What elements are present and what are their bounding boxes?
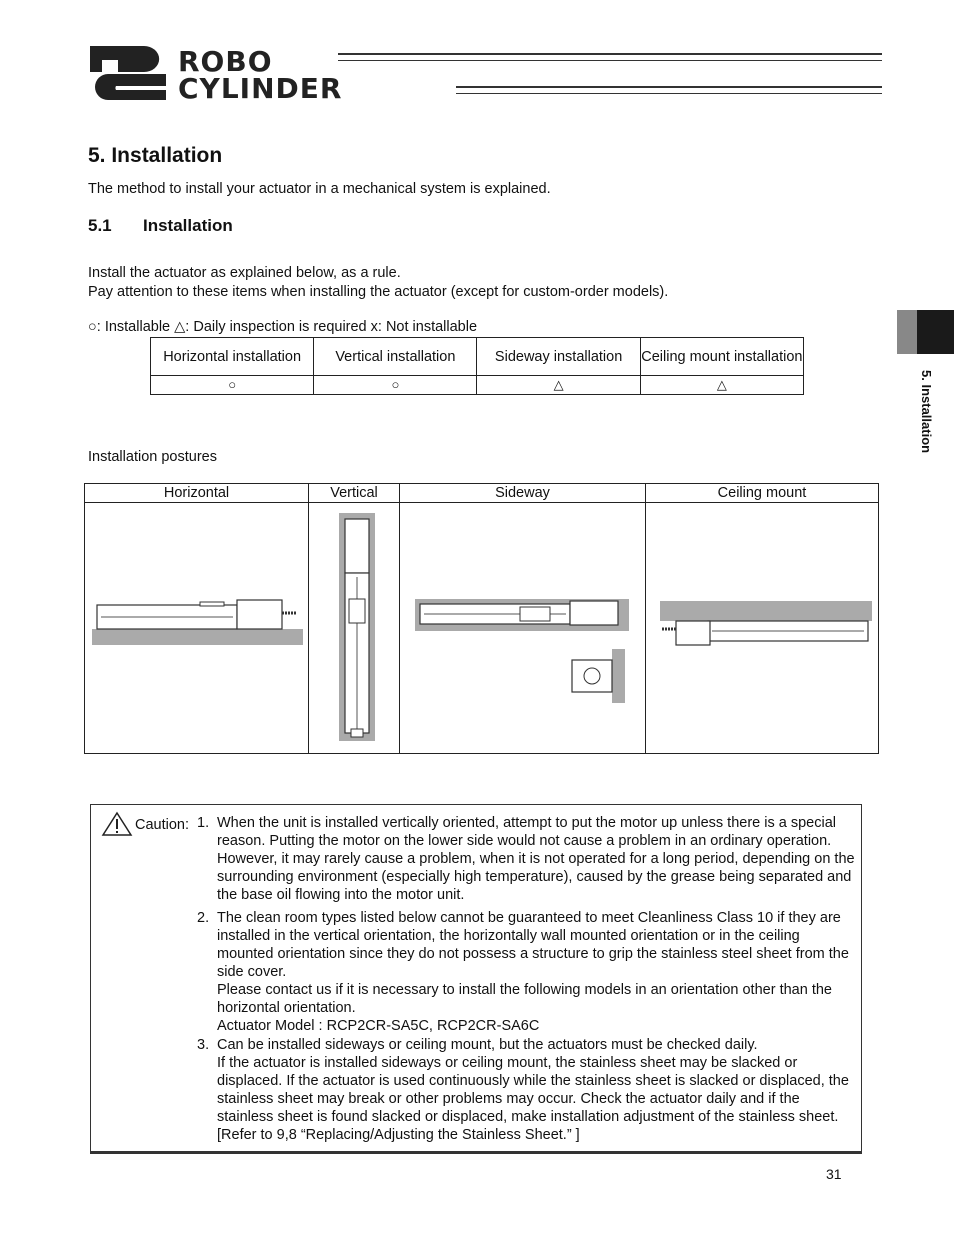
symbol-horizontal: ○ <box>151 376 314 395</box>
rc-logo-mark <box>88 44 168 102</box>
side-tab-accent <box>897 310 917 354</box>
caution-item-2: 2. The clean room types listed below cannot be guaranteed to meet Cleanliness Class 10 if they are installed in the vertical orientation, the horizontally wall mounted orientation or in the ceiling mounted orientation since they do not possess a structure to grip the stainless steel sheet from the side cover. Please contact us if it is necessary to install the following models in an orientation other than the horizontal orientation. Actuator Model : RCP2CR-SA5C, RCP2CR-SA6C <box>197 910 849 1034</box>
caution-label: Caution: <box>135 817 190 833</box>
side-tab-label: 5. Installation <box>919 370 934 454</box>
posture-vertical-image <box>309 503 400 754</box>
caution-item-1: 1. When the unit is installed vertically oriented, attempt to put the motor up unless there is a special reason. Putting the motor on the lower side would not cause a problem in an ordinary operation. However, it may rarely cause a problem, when it is not operated for a long period, depending on the surrounding environment (especially high temperature), caused by the grease being separated and the base oil flowing into the motor unit. <box>197 815 855 903</box>
posture-sideway-image <box>400 503 646 754</box>
col-vertical: Vertical installation <box>314 338 477 376</box>
legend-text: ○: Installable △: Daily inspection is required x: Not installable <box>88 319 478 335</box>
posture-horizontal-image <box>85 503 309 754</box>
body-line-1: Install the actuator as explained below, as a rule. <box>88 265 401 281</box>
symbol-vertical: ○ <box>314 376 477 395</box>
caution-item-3: 3. Can be installed sideways or ceiling mount, but the actuators must be checked daily. If the actuator is installed sideways or ceiling mount, the stainless sheet may be slacked or displaced. If the actuator is used continuously while the stainless sheet is slacked or displaced, the stainless sheet may break or other problems may occur. Check the actuator daily and if the stainless sheet is found slacked or displaced, make installation adjustment of the stainless sheet. [Refer to 9,8 “Replacing/Adjusting the Stainless Sheet.” ] <box>197 1037 849 1143</box>
posture-sideway-header: Sideway <box>400 484 646 503</box>
warning-icon <box>101 811 133 837</box>
col-horizontal: Horizontal installation <box>151 338 314 376</box>
posture-horizontal-header: Horizontal <box>85 484 309 503</box>
logo-wordmark: ROBO CYLINDER <box>178 45 343 105</box>
caution-box <box>90 804 862 1154</box>
header-rule-bottom <box>456 86 882 88</box>
page-title: 5. Installation <box>88 144 223 167</box>
header-rule-top-thin <box>338 60 882 61</box>
subsection-heading: 5.1 Installation <box>88 216 233 235</box>
posture-vertical-header: Vertical <box>309 484 400 503</box>
posture-ceiling-header: Ceiling mount <box>646 484 879 503</box>
symbol-ceiling: △ <box>640 376 803 395</box>
intro-text: The method to install your actuator in a mechanical system is explained. <box>88 181 551 197</box>
header-rule-bottom-thin <box>456 93 882 94</box>
col-sideway: Sideway installation <box>477 338 640 376</box>
body-line-2: Pay attention to these items when installing the actuator (except for custom-order models). <box>88 284 669 300</box>
page-number: 31 <box>826 1166 842 1182</box>
side-tab <box>917 310 954 354</box>
symbol-sideway: △ <box>477 376 640 395</box>
installation-table <box>150 337 804 395</box>
col-ceiling: Ceiling mount installation <box>640 338 803 376</box>
postures-table <box>84 483 879 754</box>
header-rule-top <box>338 53 882 55</box>
posture-ceiling-image <box>646 503 879 754</box>
postures-label: Installation postures <box>88 449 217 465</box>
